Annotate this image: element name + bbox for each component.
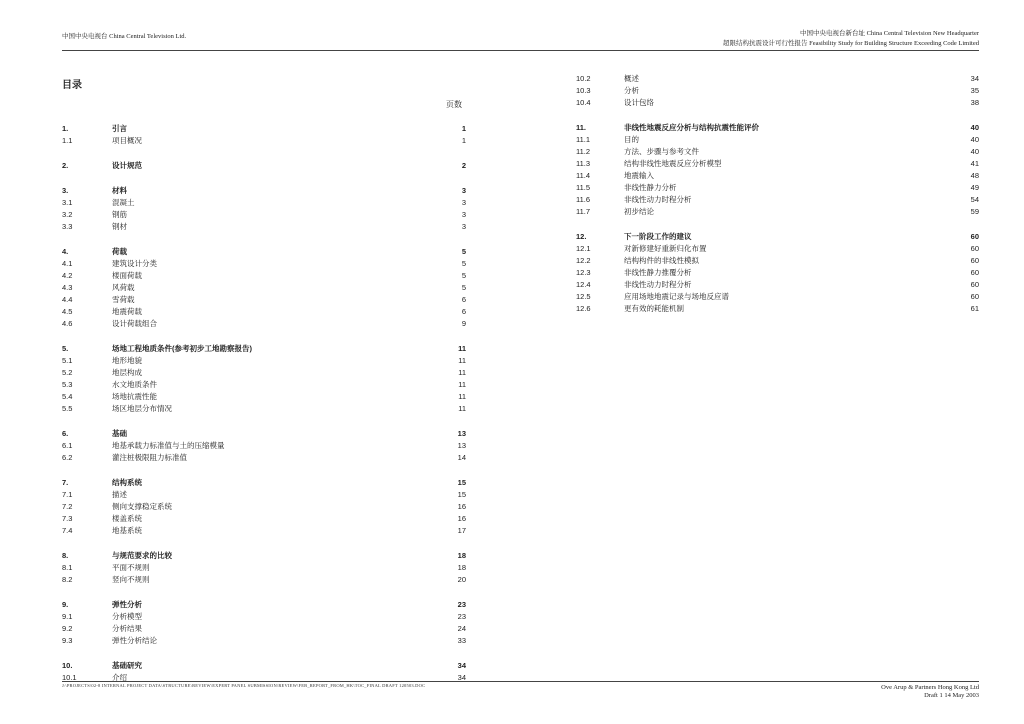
toc-entry-page: 41 (970, 159, 979, 168)
toc-spacer (62, 647, 466, 660)
toc-entry-number: 8.2 (62, 575, 73, 584)
toc-entry-title: 项目概况 (112, 136, 142, 145)
toc-entry-number: 3.1 (62, 198, 73, 207)
toc-entry-page: 40 (970, 147, 979, 156)
toc-entry[interactable] (62, 525, 466, 537)
toc-entry-title: 下一阶段工作的建议 (624, 232, 692, 241)
toc-entry[interactable] (576, 231, 979, 243)
toc-entry-page: 3 (461, 186, 466, 195)
toc-entry-number: 10.4 (576, 98, 591, 107)
toc-entry-page: 60 (970, 268, 979, 277)
toc-entry[interactable] (576, 291, 979, 303)
toc-entry-page: 11 (458, 404, 466, 413)
toc-entry-page: 5 (461, 259, 466, 268)
toc-entry[interactable] (62, 452, 466, 464)
toc-spacer (62, 537, 466, 550)
toc-entry[interactable] (576, 97, 979, 109)
pages-column-label: 页数 (446, 100, 462, 109)
toc-spacer (576, 218, 979, 231)
toc-entry-page: 18 (457, 563, 466, 572)
toc-entry-number: 4.4 (62, 295, 73, 304)
toc-entry-number: 9.3 (62, 636, 73, 645)
toc-entry[interactable] (62, 599, 466, 611)
toc-entry-number: 4.1 (62, 259, 73, 268)
footer-file-path: J:\PROJECTS\02-8 INTERNAL PROJECT DATA\STRUCTURE\REVIEW\EXPERT PANEL SUBMISSION\REVIEW\FEB_REPORT_FROM_HK\TOC_FINAL DRAFT 120503.DOC (62, 683, 426, 688)
toc-entry-number: 12.6 (576, 304, 591, 313)
toc-entry-title: 地形地貌 (112, 356, 142, 365)
toc-entry[interactable] (62, 135, 466, 147)
toc-entry-number: 11.4 (576, 171, 591, 180)
toc-entry-page: 40 (970, 135, 979, 144)
toc-entry-title: 基础研究 (112, 661, 142, 670)
toc-spacer (62, 330, 466, 343)
header-right (723, 29, 979, 49)
toc-entry[interactable] (62, 403, 466, 415)
toc-entry[interactable] (62, 123, 466, 135)
toc-entry[interactable] (62, 246, 466, 258)
toc-entry-title: 更有效的耗能机制 (624, 304, 684, 313)
toc-entry-page: 60 (970, 280, 979, 289)
toc-entry-number: 9.2 (62, 624, 73, 633)
toc-entry[interactable] (62, 343, 466, 355)
toc-entry-page: 5 (461, 283, 466, 292)
toc-entry-page: 9 (461, 319, 466, 328)
toc-entry[interactable] (576, 122, 979, 134)
toc-entry-number: 5.5 (62, 404, 73, 413)
toc-entry[interactable] (576, 85, 979, 97)
toc-entry-number: 10.1 (62, 673, 77, 682)
toc-entry[interactable] (62, 258, 466, 270)
toc-entry-title: 非线性动力时程分析 (624, 195, 692, 204)
toc-entry[interactable] (576, 267, 979, 279)
toc-entry-page: 35 (970, 86, 979, 95)
toc-entry-title: 设计包络 (624, 98, 654, 107)
toc-entry[interactable] (62, 306, 466, 318)
toc-spacer (62, 415, 466, 428)
toc-entry-page: 48 (970, 171, 979, 180)
toc-entry-title: 地基承载力标准值与土的压缩模量 (112, 441, 225, 450)
header-divider (62, 50, 979, 51)
toc-entry-number: 4.6 (62, 319, 73, 328)
toc-entry-number: 3.2 (62, 210, 73, 219)
toc-entry-title: 结构非线性地震反应分析模型 (624, 159, 722, 168)
toc-entry-page: 16 (457, 514, 466, 523)
toc-entry-title: 设计荷载组合 (112, 319, 157, 328)
footer-draft-date: Draft 1 14 May 2003 (924, 692, 979, 699)
toc-entry-title: 场地抗震性能 (112, 392, 157, 401)
toc-entry-number: 11. (576, 123, 587, 132)
toc-entry-page: 14 (457, 453, 466, 462)
toc-entry-title: 与规范要求的比较 (112, 551, 172, 560)
toc-entry-number: 11.7 (576, 207, 591, 216)
toc-spacer (62, 147, 466, 160)
toc-entry-title: 楼面荷载 (112, 271, 142, 280)
toc-entry-page: 3 (461, 198, 466, 207)
toc-entry-page: 20 (457, 575, 466, 584)
toc-entry-page: 15 (457, 490, 466, 499)
toc-entry[interactable] (62, 428, 466, 440)
toc-entry-page: 17 (457, 526, 466, 535)
toc-entry-number: 8.1 (62, 563, 73, 572)
toc-entry-number: 7. (62, 478, 69, 487)
toc-entry-title: 非线性静力分析 (624, 183, 677, 192)
toc-entry-number: 1. (62, 124, 69, 133)
toc-entry-number: 5.4 (62, 392, 73, 401)
toc-entry-title: 非线性地震反应分析与结构抗震性能评价 (624, 123, 759, 132)
toc-entry-page: 34 (457, 673, 466, 682)
toc-entry-title: 描述 (112, 490, 127, 499)
footer-company: Ove Arup & Partners Hong Kong Ltd (881, 684, 979, 691)
toc-entry-page: 16 (457, 502, 466, 511)
toc-entry-title: 水文地质条件 (112, 380, 157, 389)
toc-entry-page: 5 (461, 271, 466, 280)
toc-entry-title: 建筑设计分类 (112, 259, 157, 268)
toc-entry-title: 概述 (624, 74, 639, 83)
toc-entry-title: 分析结果 (112, 624, 142, 633)
toc-entry[interactable] (62, 501, 466, 513)
toc-entry-page: 18 (457, 551, 466, 560)
toc-entry-number: 12. (576, 232, 587, 241)
toc-entry-number: 4. (62, 247, 69, 256)
toc-spacer (62, 464, 466, 477)
toc-entry-title: 对新修建好重新归化布置 (624, 244, 707, 253)
toc-entry[interactable] (576, 255, 979, 267)
toc-entry-page: 60 (970, 232, 979, 241)
toc-entry-title: 地震输入 (624, 171, 654, 180)
toc-entry-title: 场区地层分布情况 (112, 404, 172, 413)
toc-entry-title: 弹性分析 (112, 600, 142, 609)
toc-entry-page: 11 (458, 392, 466, 401)
toc-entry[interactable] (576, 206, 979, 218)
toc-entry-title: 结构系统 (112, 478, 142, 487)
toc-entry-title: 非线性动力时程分析 (624, 280, 692, 289)
toc-entry-number: 12.4 (576, 280, 591, 289)
toc-entry-page: 33 (457, 636, 466, 645)
toc-entry-title: 方法、步骤与参考文件 (624, 147, 699, 156)
toc-entry[interactable] (576, 279, 979, 291)
toc-entry-number: 11.1 (576, 135, 591, 144)
toc-entry-title: 平面不规则 (112, 563, 150, 572)
toc-entry[interactable] (576, 134, 979, 146)
toc-entry[interactable] (62, 660, 466, 672)
toc-entry[interactable] (576, 73, 979, 85)
toc-entry-title: 结构构件的非线性模拟 (624, 256, 699, 265)
header-right-line1: 中国中央电视台新台址 China Central Television New Headquarter (799, 30, 979, 37)
toc-entry-title: 引言 (112, 124, 127, 133)
header-right-line2: 超限结构抗震设计可行性报告 Feasibility Study for Building Structure Exceeding Code Limited (722, 40, 979, 47)
toc-entry[interactable] (576, 243, 979, 255)
toc-entry-title: 弹性分析结论 (112, 636, 157, 645)
toc-entry-page: 34 (970, 74, 979, 83)
footer-divider (62, 681, 979, 682)
toc-entry[interactable] (576, 170, 979, 182)
toc-entry-number: 4.3 (62, 283, 73, 292)
toc-entry-page: 1 (461, 124, 466, 133)
toc-entry[interactable] (62, 318, 466, 330)
toc-entry-number: 11.5 (576, 183, 591, 192)
toc-entry-page: 13 (457, 441, 466, 450)
toc-entry-title: 目的 (624, 135, 639, 144)
toc-entry-title: 分析 (624, 86, 639, 95)
toc-entry-page: 61 (970, 304, 979, 313)
toc-entry[interactable] (62, 270, 466, 282)
toc-entry[interactable] (576, 303, 979, 315)
toc-spacer (62, 233, 466, 246)
toc-entry-number: 9.1 (62, 612, 73, 621)
toc-entry[interactable] (62, 489, 466, 501)
toc-entry[interactable] (62, 391, 466, 403)
toc-entry-title: 分析模型 (112, 612, 142, 621)
toc-entry[interactable] (62, 574, 466, 586)
toc-entry[interactable] (62, 611, 466, 623)
toc-entry-number: 7.3 (62, 514, 73, 523)
toc-entry-number: 4.5 (62, 307, 73, 316)
toc-entry-title: 雪荷载 (112, 295, 135, 304)
toc-entry-page: 49 (970, 183, 979, 192)
toc-entry[interactable] (62, 379, 466, 391)
toc-entry-number: 5.3 (62, 380, 73, 389)
toc-entry-number: 1.1 (62, 136, 73, 145)
toc-entry-title: 楼盖系统 (112, 514, 142, 523)
toc-spacer (62, 172, 466, 185)
toc-entry[interactable] (62, 513, 466, 525)
toc-entry-title: 非线性静力推覆分析 (624, 268, 692, 277)
toc-entry-number: 5. (62, 344, 69, 353)
toc-entry[interactable] (576, 194, 979, 206)
toc-entry-number: 10. (62, 661, 73, 670)
toc-entry[interactable] (62, 197, 466, 209)
toc-entry-page: 34 (457, 661, 466, 670)
toc-entry-title: 设计规范 (112, 161, 142, 170)
toc-entry-title: 侧向支撑稳定系统 (112, 502, 172, 511)
toc-entry-page: 60 (970, 244, 979, 253)
toc-entry-page: 40 (970, 123, 979, 132)
toc-entry[interactable] (62, 440, 466, 452)
toc-entry-page: 11 (458, 356, 466, 365)
toc-entry-number: 9. (62, 600, 69, 609)
toc-entry[interactable] (62, 282, 466, 294)
toc-entry-page: 3 (461, 210, 466, 219)
toc-entry-number: 10.2 (576, 74, 591, 83)
toc-entry-title: 地震荷载 (112, 307, 142, 316)
toc-entry[interactable] (62, 294, 466, 306)
toc-entry-page: 23 (457, 600, 466, 609)
toc-entry-number: 12.3 (576, 268, 591, 277)
toc-entry[interactable] (62, 160, 466, 172)
toc-entry-page: 60 (970, 292, 979, 301)
toc-title: 目录 (62, 80, 82, 91)
toc-entry[interactable] (62, 221, 466, 233)
toc-entry-number: 7.2 (62, 502, 73, 511)
toc-entry[interactable] (62, 562, 466, 574)
toc-entry-title: 钢筋 (112, 210, 127, 219)
toc-entry-title: 地层构成 (112, 368, 142, 377)
toc-entry-page: 15 (457, 478, 466, 487)
toc-entry-number: 5.1 (62, 356, 73, 365)
toc-entry-title: 材料 (112, 186, 127, 195)
toc-left-column (62, 123, 466, 684)
toc-entry[interactable] (62, 550, 466, 562)
toc-entry[interactable] (62, 623, 466, 635)
toc-entry-title: 场地工程地质条件(参考初步工地勘察报告) (112, 344, 252, 353)
toc-entry-page: 3 (461, 222, 466, 231)
toc-entry-page: 60 (970, 256, 979, 265)
toc-entry-page: 5 (461, 247, 466, 256)
toc-entry-number: 4.2 (62, 271, 73, 280)
toc-entry-page: 6 (461, 307, 466, 316)
toc-entry-title: 介绍 (112, 673, 127, 682)
toc-entry-title: 荷载 (112, 247, 127, 256)
toc-entry-title: 竖向不规则 (112, 575, 150, 584)
toc-entry[interactable] (62, 185, 466, 197)
toc-entry-title: 地基系统 (112, 526, 142, 535)
toc-entry-number: 6. (62, 429, 69, 438)
toc-entry-page: 13 (457, 429, 466, 438)
toc-entry[interactable] (576, 146, 979, 158)
toc-entry-number: 11.2 (576, 147, 591, 156)
toc-entry-number: 2. (62, 161, 69, 170)
toc-entry-number: 12.5 (576, 292, 591, 301)
toc-entry-number: 10.3 (576, 86, 591, 95)
toc-entry-number: 7.4 (62, 526, 73, 535)
toc-entry-title: 基础 (112, 429, 127, 438)
toc-entry-page: 23 (457, 612, 466, 621)
toc-entry[interactable] (62, 635, 466, 647)
toc-entry[interactable] (62, 477, 466, 489)
toc-entry-title: 混凝土 (112, 198, 135, 207)
toc-entry[interactable] (576, 158, 979, 170)
toc-entry[interactable] (62, 209, 466, 221)
toc-entry-page: 1 (461, 136, 466, 145)
toc-entry-title: 灌注桩极限阻力标准值 (112, 453, 187, 462)
footer-right (881, 684, 979, 700)
toc-entry-page: 38 (970, 98, 979, 107)
header-left: 中国中央电视台 China Central Television Ltd. (62, 33, 187, 40)
toc-entry-number: 12.1 (576, 244, 591, 253)
toc-entry-page: 54 (970, 195, 979, 204)
toc-entry-number: 5.2 (62, 368, 73, 377)
toc-entry-title: 应用场地地震记录与场地反应谱 (624, 292, 729, 301)
toc-entry-number: 6.1 (62, 441, 73, 450)
toc-entry-page: 11 (458, 380, 466, 389)
toc-entry-number: 6.2 (62, 453, 73, 462)
toc-entry-title: 初步结论 (624, 207, 654, 216)
toc-spacer (576, 109, 979, 122)
toc-entry-title: 钢材 (112, 222, 127, 231)
toc-entry-page: 11 (458, 344, 466, 353)
toc-entry-page: 2 (461, 161, 466, 170)
toc-entry-page: 11 (458, 368, 466, 377)
toc-entry-number: 11.3 (576, 159, 591, 168)
toc-entry-page: 59 (970, 207, 979, 216)
toc-entry[interactable] (576, 182, 979, 194)
toc-spacer (62, 586, 466, 599)
toc-entry-page: 6 (461, 295, 466, 304)
toc-entry-title: 风荷载 (112, 283, 135, 292)
toc-entry-page: 24 (457, 624, 466, 633)
toc-entry[interactable] (62, 367, 466, 379)
toc-entry-number: 12.2 (576, 256, 591, 265)
toc-entry-number: 8. (62, 551, 69, 560)
toc-right-column (576, 73, 979, 315)
toc-entry-number: 3.3 (62, 222, 73, 231)
toc-entry[interactable] (62, 355, 466, 367)
toc-entry-number: 3. (62, 186, 69, 195)
toc-entry-number: 7.1 (62, 490, 73, 499)
toc-entry-number: 11.6 (576, 195, 591, 204)
